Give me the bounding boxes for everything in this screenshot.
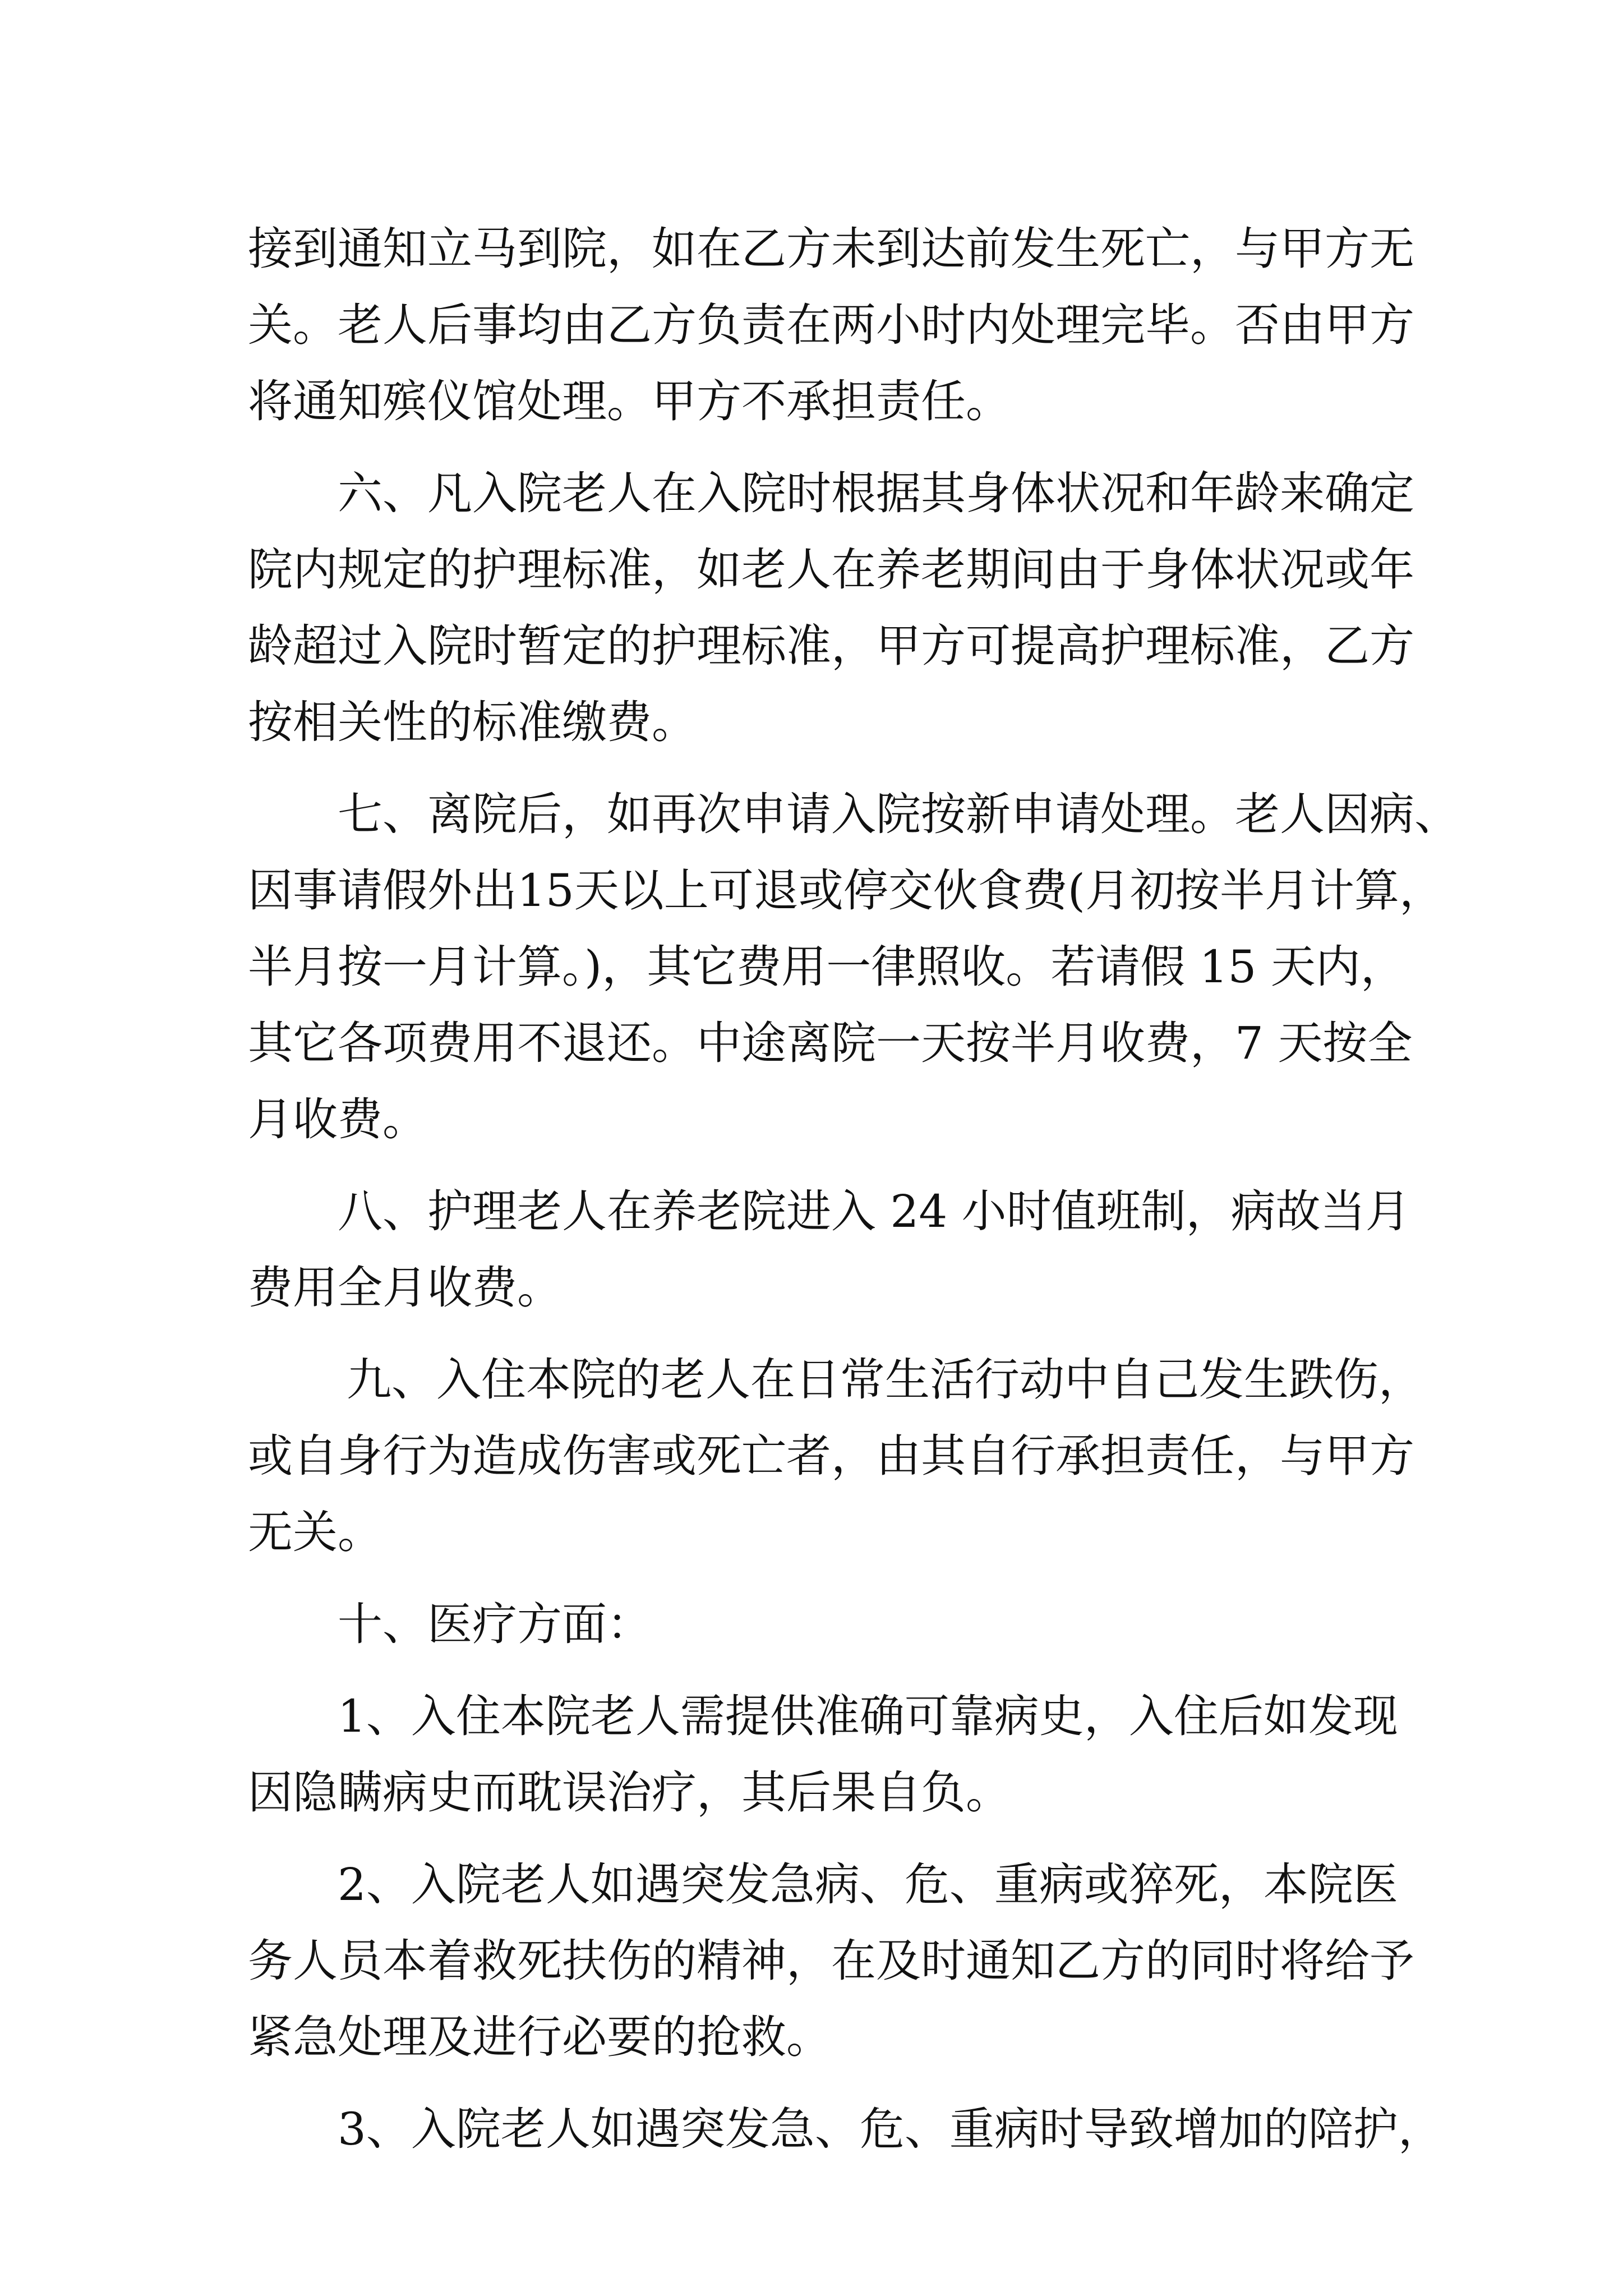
text-line: 六、凡入院老人在入院时根据其身体状况和年龄来确定 xyxy=(338,467,1414,519)
text-line: 十、医疗方面： xyxy=(338,1598,652,1650)
paragraph-ten-2 xyxy=(248,1847,1414,2076)
text-line: 2、入院老人如遇突发急病、危、重病或猝死，本院医 xyxy=(338,1858,1398,1911)
paragraph-eight xyxy=(248,1174,1414,1326)
text-line: 半月按一月计算。)，其它费用一律照收。若请假 15 天内， xyxy=(248,941,1405,993)
paragraph-ten-1 xyxy=(248,1678,1414,1831)
text-line: 费用全月收费。 xyxy=(248,1262,562,1314)
text-line: 九、入住本院的老人在日常生活行动中自己发生跌伤， xyxy=(347,1354,1423,1406)
text-line: 八、护理老人在养老院进入 24 小时值班制，病故当月 xyxy=(338,1185,1410,1237)
document-body xyxy=(248,211,1459,2183)
text-line: 务人员本着救死扶伤的精神，在及时通知乙方的同时将给予 xyxy=(248,1935,1414,1987)
text-line: 因事请假外出15天以上可退或停交伙食费(月初按半月计算， xyxy=(248,864,1445,917)
text-line: 将通知殡仪馆处理。甲方不承担责任。 xyxy=(248,375,1011,427)
paragraph-seven xyxy=(248,776,1459,1158)
paragraph-ten-3 xyxy=(248,2091,1443,2168)
text-line: 接到通知立马到院，如在乙方未到达前发生死亡，与甲方无 xyxy=(248,223,1414,275)
text-line: 七、离院后，如再次申请入院按新申请处理。老人因病、 xyxy=(338,788,1459,840)
text-line: 按相关性的标准缴费。 xyxy=(248,696,697,748)
text-line: 龄超过入院时暂定的护理标准，甲方可提高护理标准，乙方 xyxy=(248,620,1414,672)
text-line: 院内规定的护理标准，如老人在养老期间由于身体状况或年 xyxy=(248,544,1414,596)
text-line: 关。老人后事均由乙方负责在两小时内处理完毕。否由甲方 xyxy=(248,299,1414,351)
paragraph-six xyxy=(248,455,1414,761)
text-line: 无关。 xyxy=(248,1506,382,1558)
paragraph-ten xyxy=(248,1586,1414,1663)
paragraph-continuation xyxy=(248,211,1414,440)
text-line: 其它各项费用不退还。中途离院一天按半月收费，7 天按全 xyxy=(248,1017,1413,1069)
text-line: 或自身行为造成伤害或死亡者，由其自行承担责任，与甲方 xyxy=(248,1430,1414,1482)
text-line: 紧急处理及进行必要的抢救。 xyxy=(248,2011,831,2063)
text-line: 因隐瞒病史而耽误治疗，其后果自负。 xyxy=(248,1766,1011,1819)
text-line: 月收费。 xyxy=(248,1093,427,1145)
text-line: 3、入院老人如遇突发急、危、重病时导致增加的陪护， xyxy=(338,2103,1443,2155)
text-line: 1、入住本院老人需提供准确可靠病史，入住后如发现 xyxy=(338,1690,1398,1742)
paragraph-nine xyxy=(248,1342,1423,1571)
